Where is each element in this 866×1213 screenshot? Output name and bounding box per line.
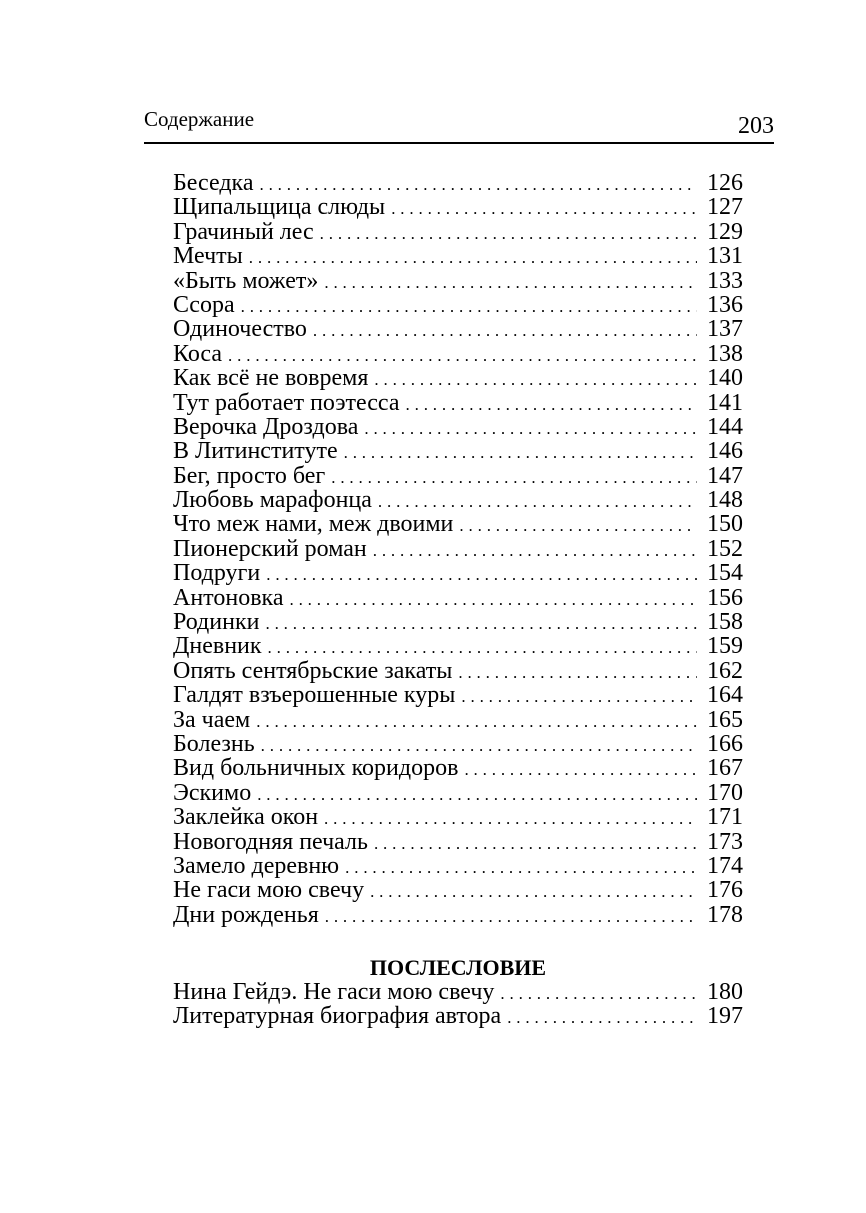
dot-leader (257, 783, 697, 807)
toc-entry-title: Беседка (173, 170, 254, 196)
toc-entry (173, 293, 743, 317)
dot-leader (500, 982, 697, 1006)
toc-entry-page: 147 (707, 462, 743, 489)
toc-entry (173, 903, 743, 927)
dot-leader (265, 612, 697, 636)
toc-entry (173, 342, 743, 366)
toc-entry (173, 854, 743, 878)
toc-entry-title: Любовь марафонца (173, 487, 372, 514)
toc-entry (173, 366, 743, 390)
header-rule (144, 142, 774, 144)
toc-entry-title: Пионерский роман (173, 535, 367, 562)
dot-leader (507, 1006, 697, 1030)
toc-entry-page: 176 (707, 877, 743, 904)
toc-entry-title: Литературная биография автора (173, 1003, 502, 1030)
dot-leader (464, 758, 697, 782)
toc-entry-title: Дни рожденья (173, 901, 319, 928)
running-header (144, 104, 774, 144)
toc-entry-title: Коса (173, 340, 223, 367)
toc-entry-page: 173 (707, 828, 743, 855)
toc-entry-page: 156 (707, 584, 743, 611)
toc-entry (173, 878, 743, 902)
toc-entry (173, 980, 743, 1004)
toc-entry-page: 170 (707, 779, 743, 806)
dot-leader (345, 856, 697, 880)
toc-entry-title: Нина Гейдэ. Не гаси мою свечу (173, 979, 495, 1005)
toc-entry-title: Родинки (173, 609, 260, 636)
dot-leader (241, 295, 697, 319)
toc-entry (173, 317, 743, 341)
toc-entry-title: «Быть может» (173, 267, 319, 294)
dot-leader (324, 271, 697, 295)
running-header-title: Содержание (144, 107, 255, 131)
dot-leader (364, 417, 697, 441)
toc-entry-title: Новогодняя печаль (173, 828, 368, 855)
toc-entry (173, 805, 743, 829)
toc-entry-page: 159 (707, 633, 743, 660)
toc-entry-title: Опять сентябрьские закаты (173, 657, 453, 684)
toc-entry-page: 126 (707, 170, 743, 196)
toc-entry-page: 140 (707, 365, 743, 392)
toc-entry (173, 220, 743, 244)
toc-entry-title: Не гаси мою свечу (173, 877, 365, 904)
afterword-heading: ПОСЛЕСЛОВИЕ (369, 955, 547, 980)
toc-entry-title: За чаем (173, 706, 251, 733)
toc-entry (173, 732, 743, 756)
dot-leader (370, 880, 697, 904)
dot-leader (289, 588, 697, 612)
toc-entry (173, 683, 743, 707)
dot-leader (374, 832, 697, 856)
dot-leader (324, 807, 697, 831)
toc-entry (173, 464, 743, 488)
toc-entry-page: 127 (707, 194, 743, 221)
toc-entry (173, 634, 743, 658)
toc-entry-title: Антоновка (173, 584, 284, 611)
toc-entry (173, 439, 743, 463)
toc-entry-title: Заклейка окон (173, 804, 319, 831)
toc-entry-page: 197 (707, 1003, 743, 1030)
dot-leader (313, 319, 697, 343)
toc-entry-title: Что меж нами, меж двоими (173, 511, 454, 538)
toc-entry-page: 164 (707, 682, 743, 709)
toc-entry-title: Как всё не вовремя (173, 365, 369, 392)
toc-entry-page: 167 (707, 755, 743, 782)
toc-entry-page: 131 (707, 243, 743, 270)
toc-entry (173, 1004, 743, 1028)
toc-entry-page: 133 (707, 267, 743, 294)
toc-entry (173, 781, 743, 805)
toc-entry-title: Верочка Дроздова (173, 413, 359, 440)
toc-entry-page: 144 (707, 413, 743, 440)
toc-entry (173, 415, 743, 439)
toc-entry-title: Эскимо (173, 779, 252, 806)
toc-entry-title: Одиночество (173, 316, 307, 343)
toc-entry-title: Бег, просто бег (173, 462, 326, 489)
toc-entry-page: 165 (707, 706, 743, 733)
toc-entry-page: 148 (707, 487, 743, 514)
toc-entry (173, 244, 743, 268)
table-of-contents (173, 171, 743, 927)
toc-entry-page: 166 (707, 730, 743, 757)
dot-leader (458, 661, 697, 685)
toc-entry (173, 171, 743, 195)
toc-entry-title: Ссора (173, 291, 235, 318)
toc-entry-title: Мечты (173, 243, 243, 270)
dot-leader (461, 685, 697, 709)
toc-entry (173, 830, 743, 854)
toc-entry (173, 756, 743, 780)
toc-entry (173, 708, 743, 732)
toc-entry (173, 195, 743, 219)
toc-entry-title: Тут работает поэтесса (173, 389, 400, 416)
toc-entry-page: 180 (707, 979, 743, 1005)
dot-leader (406, 393, 698, 417)
toc-entry-page: 162 (707, 657, 743, 684)
toc-entry (173, 610, 743, 634)
toc-entry-title: Подруги (173, 560, 261, 587)
afterword-list (173, 980, 743, 1029)
dot-leader (344, 441, 697, 465)
toc-entry-page: 129 (707, 218, 743, 245)
toc-entry-page: 137 (707, 316, 743, 343)
toc-entry (173, 269, 743, 293)
toc-entry-page: 141 (707, 389, 743, 416)
dot-leader (374, 368, 697, 392)
toc-entry-page: 171 (707, 804, 743, 831)
toc-entry-title: Дневник (173, 633, 262, 660)
dot-leader (459, 514, 697, 538)
toc-entry-page: 178 (707, 901, 743, 928)
toc-entry-page: 138 (707, 340, 743, 367)
toc-entry-title: Грачиный лес (173, 218, 314, 245)
dot-leader (266, 563, 697, 587)
toc-entry (173, 488, 743, 512)
toc-entry-title: Галдят взъерошенные куры (173, 682, 456, 709)
dot-leader (249, 246, 697, 270)
toc-entry (173, 391, 743, 415)
toc-entry-page: 150 (707, 511, 743, 538)
toc-entry-title: Болезнь (173, 730, 255, 757)
toc-entry-page: 154 (707, 560, 743, 587)
toc-entry (173, 586, 743, 610)
toc-entry-page: 174 (707, 852, 743, 879)
toc-entry (173, 659, 743, 683)
toc-entry-page: 136 (707, 291, 743, 318)
toc-entry-title: Вид больничных коридоров (173, 755, 459, 782)
page-number: 203 (738, 113, 774, 139)
dot-leader (331, 466, 697, 490)
dot-leader (325, 905, 697, 929)
toc-entry (173, 537, 743, 561)
toc-entry-page: 146 (707, 438, 743, 465)
toc-entry (173, 512, 743, 536)
dot-leader (320, 222, 697, 246)
toc-entry-title: Замело деревню (173, 852, 340, 879)
toc-entry-page: 158 (707, 609, 743, 636)
dot-leader (391, 197, 697, 221)
dot-leader (373, 539, 697, 563)
toc-entry-page: 152 (707, 535, 743, 562)
toc-entry (173, 561, 743, 585)
dot-leader (256, 710, 697, 734)
toc-entry-title: Щипальщица слюды (173, 194, 386, 221)
toc-entry-title: В Литинституте (173, 438, 338, 465)
